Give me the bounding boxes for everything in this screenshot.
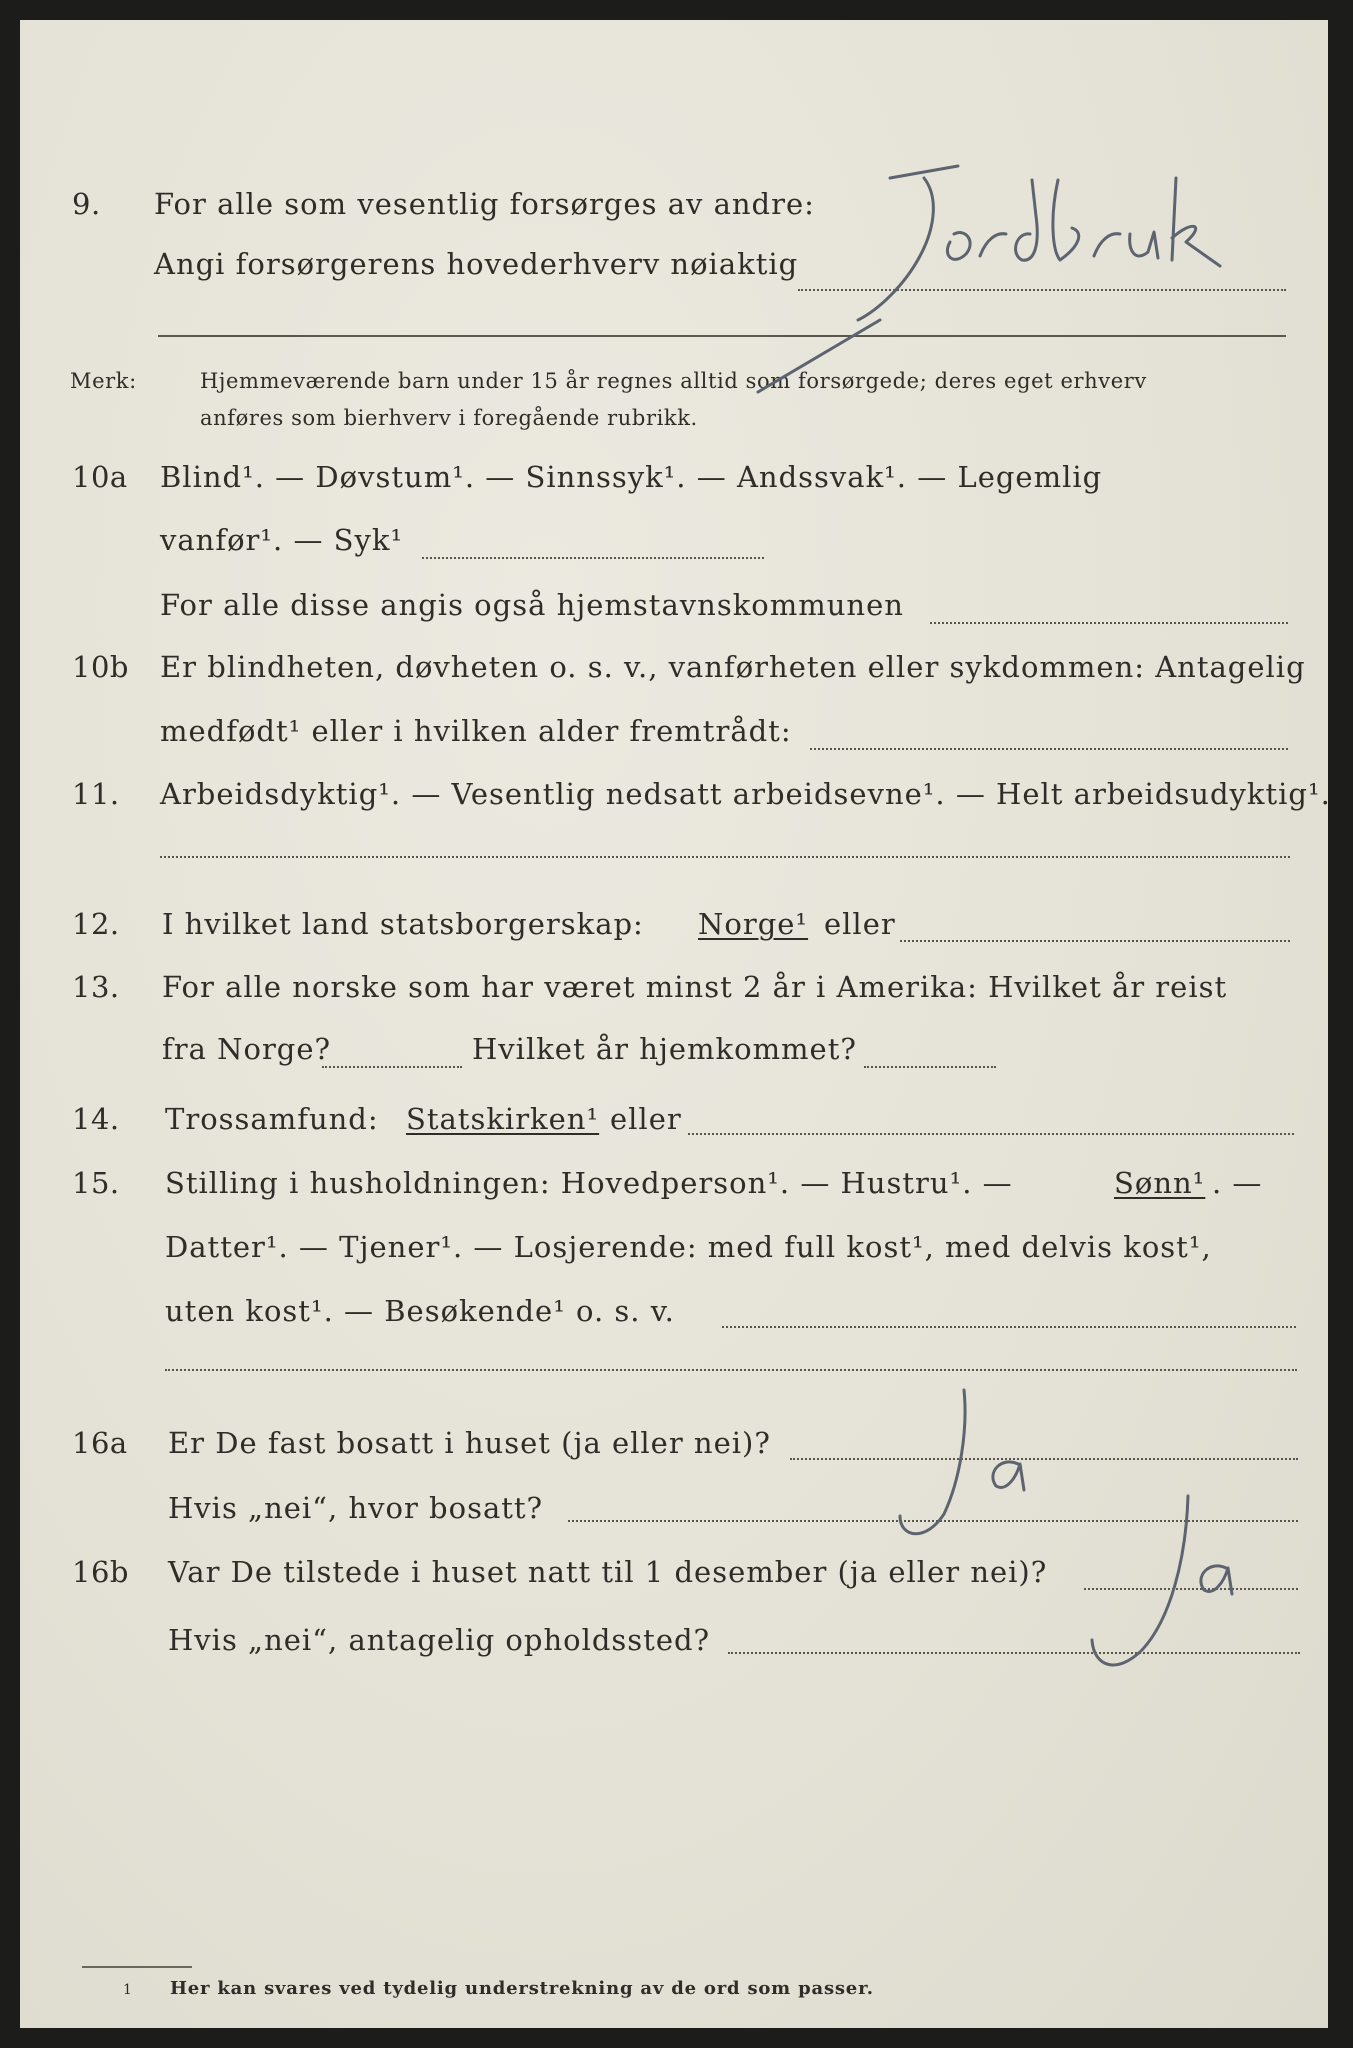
q9-line-2: Angi forsørgerens hovederhverv nøiaktig [154,247,799,281]
q16b-line-1: Var De tilstede i huset natt til 1 desember (ja eller nei)? [168,1555,1048,1589]
q11-line-1: Arbeidsdyktig¹. — Vesentlig nedsatt arbeidsevne¹. — Helt arbeidsudyktig¹. [160,777,1331,811]
q16b-row-1 [20,1555,1328,1605]
q12-norge-option[interactable]: Norge¹ [698,907,809,941]
q10b-answer-line[interactable] [810,748,1288,750]
q16b-line-2: Hvis „nei“, antagelig opholdssted? [168,1623,711,1657]
q15-sonn-option[interactable]: Sønn¹ [1114,1166,1206,1200]
q15-row-2 [20,1230,1328,1280]
q15-extra-line [165,1369,1297,1371]
q14-row [20,1102,1328,1152]
q10b-line-1: Er blindheten, døvheten o. s. v., vanførheten eller sykdommen: Antagelig [160,650,1306,684]
q15-line-2: Datter¹. — Tjener¹. — Losjerende: med full kost¹, med delvis kost¹, [165,1230,1212,1264]
q9-line-1: For alle som vesentlig forsørges av andre: [154,187,815,221]
q10a-syk-answer-line[interactable] [422,557,764,559]
q14-number: 14. [72,1102,120,1136]
q10a-line-1: Blind¹. — Døvstum¹. — Sinnssyk¹. — Andssvak¹. — Legemlig [160,460,1103,494]
q10a-hjemstavn-answer-line[interactable] [930,622,1288,624]
q9-answer-line[interactable] [798,289,1286,291]
q16b-row-2 [20,1623,1328,1673]
q11-answer-line[interactable] [160,856,1290,858]
q13-line-1: For alle norske som har været minst 2 år i Amerika: Hvilket år reist [162,970,1228,1004]
q11-number: 11. [72,777,120,811]
q10b-number: 10b [72,650,129,684]
q15-line-1b: . — [1212,1166,1263,1200]
q10a-line-2: vanfør¹. — Syk¹ [160,523,404,557]
q16a-number: 16a [72,1426,128,1460]
q10b-row-2 [20,714,1328,764]
q11-row-1 [20,777,1331,827]
q12-question: I hvilket land statsborgerskap: [162,907,644,941]
q12-answer-line[interactable] [900,940,1290,942]
q10b-line-2: medfødt¹ eller i hvilken alder fremtrådt: [160,714,792,748]
q13-line-2a: fra Norge? [162,1032,332,1066]
q9-extra-line [158,335,1286,337]
q12-number: 12. [72,907,120,941]
q15-answer-line[interactable] [722,1326,1296,1328]
footnote-text: Her kan svares ved tydelig understrekning av de ord som passer. [170,1978,874,1999]
q16a-line-2: Hvis „nei“, hvor bosatt? [168,1491,544,1525]
q13-row-2 [20,1032,1328,1082]
q14-eller: eller [610,1102,682,1136]
q14-answer-line[interactable] [688,1133,1294,1135]
q10a-number: 10a [72,460,128,494]
census-form-page [20,20,1331,2028]
q13-reist-answer-line[interactable] [322,1066,462,1068]
q9-number: 9. [72,187,101,221]
q10a-row-1 [20,460,1328,510]
q16a-row-1 [20,1426,1328,1476]
q15-number: 15. [72,1166,120,1200]
q10a-row-2 [20,523,1328,573]
q10a-row-3 [20,588,1328,638]
q9-row-1 [20,187,1328,237]
q13-hjemkommet-answer-line[interactable] [864,1066,996,1068]
q16a-answer-line[interactable] [790,1458,1298,1460]
merk-line-2: anføres som bierhverv i foregående rubrikk. [200,406,698,430]
q13-number: 13. [72,970,120,1004]
q10b-row-1 [20,650,1328,700]
q15-row-3 [20,1294,1328,1344]
q16b-number: 16b [72,1555,129,1589]
q14-statskirken-option[interactable]: Statskirken¹ [406,1102,600,1136]
q12-row [20,907,1328,957]
footnote-rule [82,1966,192,1968]
q15-line-1a: Stilling i husholdningen: Hovedperson¹. — Hustru¹. — [165,1166,1013,1200]
q14-question: Trossamfund: [165,1102,379,1136]
q16a-line-1: Er De fast bosatt i huset (ja eller nei)? [168,1426,771,1460]
q12-eller: eller [824,907,896,941]
footnote-mark: 1 [123,1982,132,1998]
q16a-bosatt-answer-line[interactable] [568,1520,1298,1522]
q16b-opholdssted-answer-line[interactable] [728,1652,1300,1654]
q13-row-1 [20,970,1328,1020]
handwriting-layer [20,20,1328,2028]
q16b-answer-line[interactable] [1084,1588,1298,1590]
q16a-row-2 [20,1491,1328,1541]
q13-line-2b: Hvilket år hjemkommet? [472,1032,857,1066]
merk-line-1: Hjemmeværende barn under 15 år regnes alltid som forsørgede; deres eget erhverv [200,369,1147,393]
merk-label: Merk: [70,369,137,393]
merk-row-2 [20,406,1328,456]
q10a-line-3: For alle disse angis også hjemstavnskommunen [160,588,904,622]
q15-line-3: uten kost¹. — Besøkende¹ o. s. v. [165,1294,675,1328]
q15-row-1 [20,1166,1328,1216]
